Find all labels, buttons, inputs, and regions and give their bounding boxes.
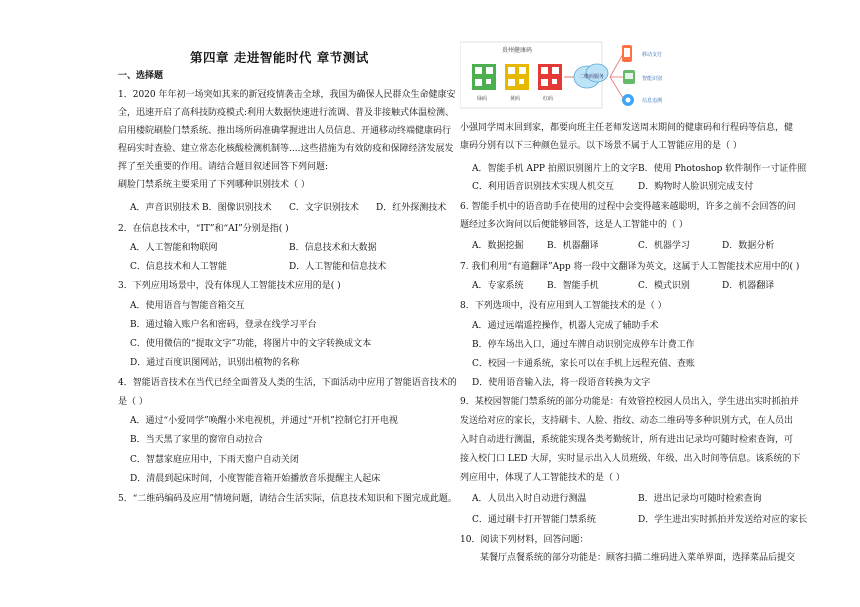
question-stem: 刷脸门禁系统主要采用了下列哪种识别技术（ ） (118, 180, 310, 190)
question-stem: 7. 我们利用“有道翻译”App 将一段中文翻译为英文，这属于人工智能技术应用中的( ) (460, 262, 800, 272)
option-c: C．文字识别技术 (289, 203, 359, 213)
question-text: 发送给对应的家长，支持刷卡、人脸、指纹、动态二维码等多种识别方式，在人员出 (460, 416, 794, 426)
option-a: A．智能手机 APP 拍照识别图片上的文字 (472, 164, 638, 174)
figure-tag: 红码 (543, 96, 554, 102)
option-c: C．机器学习 (638, 241, 690, 251)
question-text: 6. 智能手机中的语音助手在使用的过程中会变得越来越聪明，许多之前不会回答的问 (460, 202, 796, 212)
option-c: C．智慧家庭应用中，下雨天窗户自动关闭 (130, 455, 299, 465)
option-a: A．通过远端遥控操作，机器人完成了辅助手术 (472, 321, 659, 331)
figure-tag: 绿码 (477, 96, 488, 102)
option-d: D．通过百度识图网站，识别出植物的名称 (130, 358, 300, 368)
page-title: 第四章 走进智能时代 章节测试 (190, 50, 369, 65)
question-stem: 题经过多次询问以后便能够回答，这是人工智能中的（ ） (460, 220, 688, 230)
phone-payment-icon (622, 45, 632, 62)
question-stem: 10．阅读下列材料，回答问题： (460, 535, 589, 545)
question-text: 小强同学周末回到家，都要向班主任老师发送周末期间的健康码和行程码等信息，健 (460, 123, 794, 133)
option-d: D．学生进出实时抓拍并发送给对应的家长 (638, 515, 808, 525)
option-d: D．人工智能和信息技术 (289, 262, 387, 272)
figure-side-label: 移动支付 (642, 52, 663, 58)
option-d: D．使用语音输入法，将一段语音转换为文字 (472, 378, 651, 388)
question-stem: 8．下列选项中，没有应用到人工智能技术的是（ ） (460, 301, 667, 311)
option-b: B．通过输入账户名和密码，登录在线学习平台 (130, 320, 317, 330)
qr-code-icon (505, 64, 529, 90)
question-text: 9．某校园智能门禁系统的部分功能是：有效管控校园人员出入，学生进出实时抓拍并 (460, 397, 799, 407)
question-text: 挥了至关重要的作用。请结合题目叙述回答下列问题: (118, 162, 329, 172)
option-d: D．机器翻译 (722, 281, 775, 291)
figure-side-label: 信息追溯 (642, 98, 663, 104)
option-b: B．使用 Photoshop 软件制作一寸证件照 (638, 164, 807, 174)
question-text: 4．智能语音技术在当代已经全面普及人类的生活，下面活动中应用了智能语音技术的 (118, 378, 457, 388)
question-stem: 2．在信息技术中，“IT”和“AI”分别是指( ) (118, 224, 289, 234)
figure-label-cloud: 二维码服务 (579, 74, 605, 80)
option-b: B．图像识别技术 (202, 203, 272, 213)
scanner-icon (623, 70, 635, 84)
option-c: C．利用语音识别技术实现人机交互 (472, 182, 614, 192)
option-a: A．通过“小爱同学”唤醒小米电视机，并通过“开机”控制它打开电视 (130, 416, 398, 426)
option-c: C．通过刷卡打开智能门禁系统 (472, 515, 596, 525)
option-a: A．使用语音与智能音箱交互 (130, 301, 245, 311)
option-b: B．信息技术和大数据 (289, 243, 377, 253)
option-c: C．信息技术和人工智能 (130, 262, 227, 272)
option-c: C．校园一卡通系统，家长可以在手机上远程充值、查账 (472, 359, 695, 369)
option-a: A．专家系统 (472, 281, 524, 291)
option-a: A．声音识别技术 (130, 203, 200, 213)
option-d: D．红外探测技术 (376, 203, 447, 213)
question-text: 某餐厅点餐系统的部分功能是：顾客扫描二维码进入菜单界面，选择菜品后提交 (480, 553, 796, 563)
tracking-icon (622, 94, 634, 106)
figure-side-label: 智能识别 (642, 76, 663, 82)
section-heading: 一、选择题 (118, 71, 164, 81)
qr-code-icon (472, 64, 496, 90)
option-b: B．进出记录均可随时检索查询 (638, 494, 762, 504)
question-stem: 3．下列应用场景中，没有体现人工智能技术应用的是( ) (118, 281, 341, 291)
question-text: 启用楼院刷脸门禁系统、推出场所码准确掌握进出人员信息、开通移动终端健康码行 (118, 126, 452, 136)
option-c: C．使用微信的“提取文字”功能，将图片中的文字转换成文本 (130, 339, 372, 349)
figure-label-health: 贵州健康码 (502, 47, 533, 54)
qr-code-icon (538, 64, 562, 90)
option-b: B．停车场出入口，通过车牌自动识别完成停车计费工作 (472, 340, 695, 350)
option-b: B．机器翻译 (547, 241, 599, 251)
option-a: A．人工智能和物联网 (130, 243, 218, 253)
question-stem: 是（ ） (118, 397, 148, 407)
question-stem: 列应用中，体现了人工智能技术的是（ ） (460, 473, 625, 483)
option-a: A．人员出入时自动进行测温 (472, 494, 587, 504)
question-text: 全，迅速开启了高科技防疫模式:利用大数据快速进行流调、普及非接触式体温检测、 (118, 108, 455, 118)
option-d: D．购物时人脸识别完成支付 (638, 182, 754, 192)
figure-tag: 黄码 (510, 96, 521, 102)
question-text: 入时自动进行测温，系统能实现各类考勤统计，所有进出记录均可随时检索查询，可 (460, 435, 794, 445)
question-stem: 康码分别有以下三种颜色显示。以下场景不属于人工智能应用的是（ ） (460, 141, 742, 151)
option-c: C．模式识别 (638, 281, 690, 291)
option-b: B．智能手机 (547, 281, 599, 291)
option-a: A．数据挖掘 (472, 241, 524, 251)
question-text: 接入校门口 LED 大屏，实时显示出入人员班级、年级、出入时间等信息。该系统的下 (460, 454, 801, 464)
qr-code-figure (460, 40, 800, 110)
question-text: 1．2020 年年初一场突如其来的新冠疫情袭击全球，我国为确保人民群众生命健康安 (118, 90, 456, 100)
question-text: 程码实时查验、建立常态化核酸检测机制等....这些措施为有效防疫和保障经济发展发 (118, 144, 454, 154)
option-d: D．数据分析 (722, 241, 775, 251)
option-b: B．当天黑了家里的窗帘自动拉合 (130, 435, 263, 445)
question-stem: 5．“二维码编码及应用”情境问题，请结合生活实际，信息技术知识和下图完成此题。 (118, 494, 457, 504)
option-d: D．清晨到起床时间，小度智能音箱开始播放音乐提醒主人起床 (130, 474, 381, 484)
